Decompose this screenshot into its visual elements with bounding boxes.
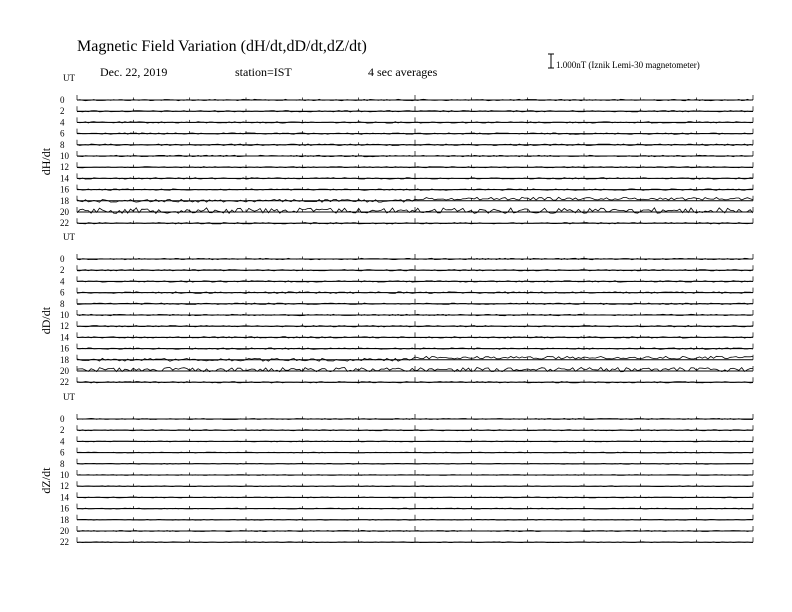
row-label: 6 (60, 128, 65, 139)
row-label: 4 (60, 276, 65, 287)
scale-bar-label: 1.000nT (Iznik Lemi-30 magnetometer) (556, 60, 700, 70)
row-label: 20 (60, 526, 69, 536)
row-label: 20 (60, 207, 69, 217)
ut-label: UT (63, 232, 75, 242)
row-label: 18 (60, 354, 69, 365)
ut-label: UT (63, 73, 75, 83)
row-label: 12 (60, 162, 69, 173)
row-label: 20 (60, 366, 69, 376)
row-label: 14 (60, 173, 69, 184)
averaging-label: 4 sec averages (368, 65, 438, 79)
row-label: 10 (60, 310, 69, 320)
row-label: 10 (60, 470, 69, 480)
row-label: 8 (60, 458, 65, 469)
row-label: 8 (60, 298, 65, 309)
row-label: 22 (60, 537, 69, 548)
row-label: 12 (60, 321, 69, 332)
panel-ylabel: dD/dt (39, 306, 53, 335)
row-label: 14 (60, 492, 69, 503)
row-label: 2 (60, 265, 65, 276)
date-label: Dec. 22, 2019 (100, 65, 168, 79)
row-label: 16 (60, 184, 69, 195)
row-label: 22 (60, 377, 69, 388)
row-label: 2 (60, 106, 65, 117)
row-label: 14 (60, 332, 69, 343)
panel-ylabel: dH/dt (39, 147, 53, 176)
row-label: 2 (60, 425, 65, 436)
row-label: 6 (60, 447, 65, 458)
row-label: 16 (60, 503, 69, 514)
row-label: 10 (60, 151, 69, 161)
ut-label: UT (63, 392, 75, 402)
chart-title: Magnetic Field Variation (dH/dt,dD/dt,dZ/dt) (77, 38, 367, 55)
row-label: 8 (60, 139, 65, 150)
row-label: 6 (60, 287, 65, 298)
row-label: 0 (60, 414, 65, 424)
row-label: 4 (60, 117, 65, 128)
station-label: station=IST (235, 65, 292, 79)
row-label: 18 (60, 195, 69, 206)
row-label: 16 (60, 343, 69, 354)
row-label: 22 (60, 218, 69, 229)
row-label: 4 (60, 436, 65, 447)
row-label: 18 (60, 514, 69, 525)
panel-ylabel: dZ/dt (39, 467, 53, 494)
row-label: 0 (60, 254, 65, 264)
row-label: 0 (60, 95, 65, 105)
row-label: 12 (60, 481, 69, 492)
